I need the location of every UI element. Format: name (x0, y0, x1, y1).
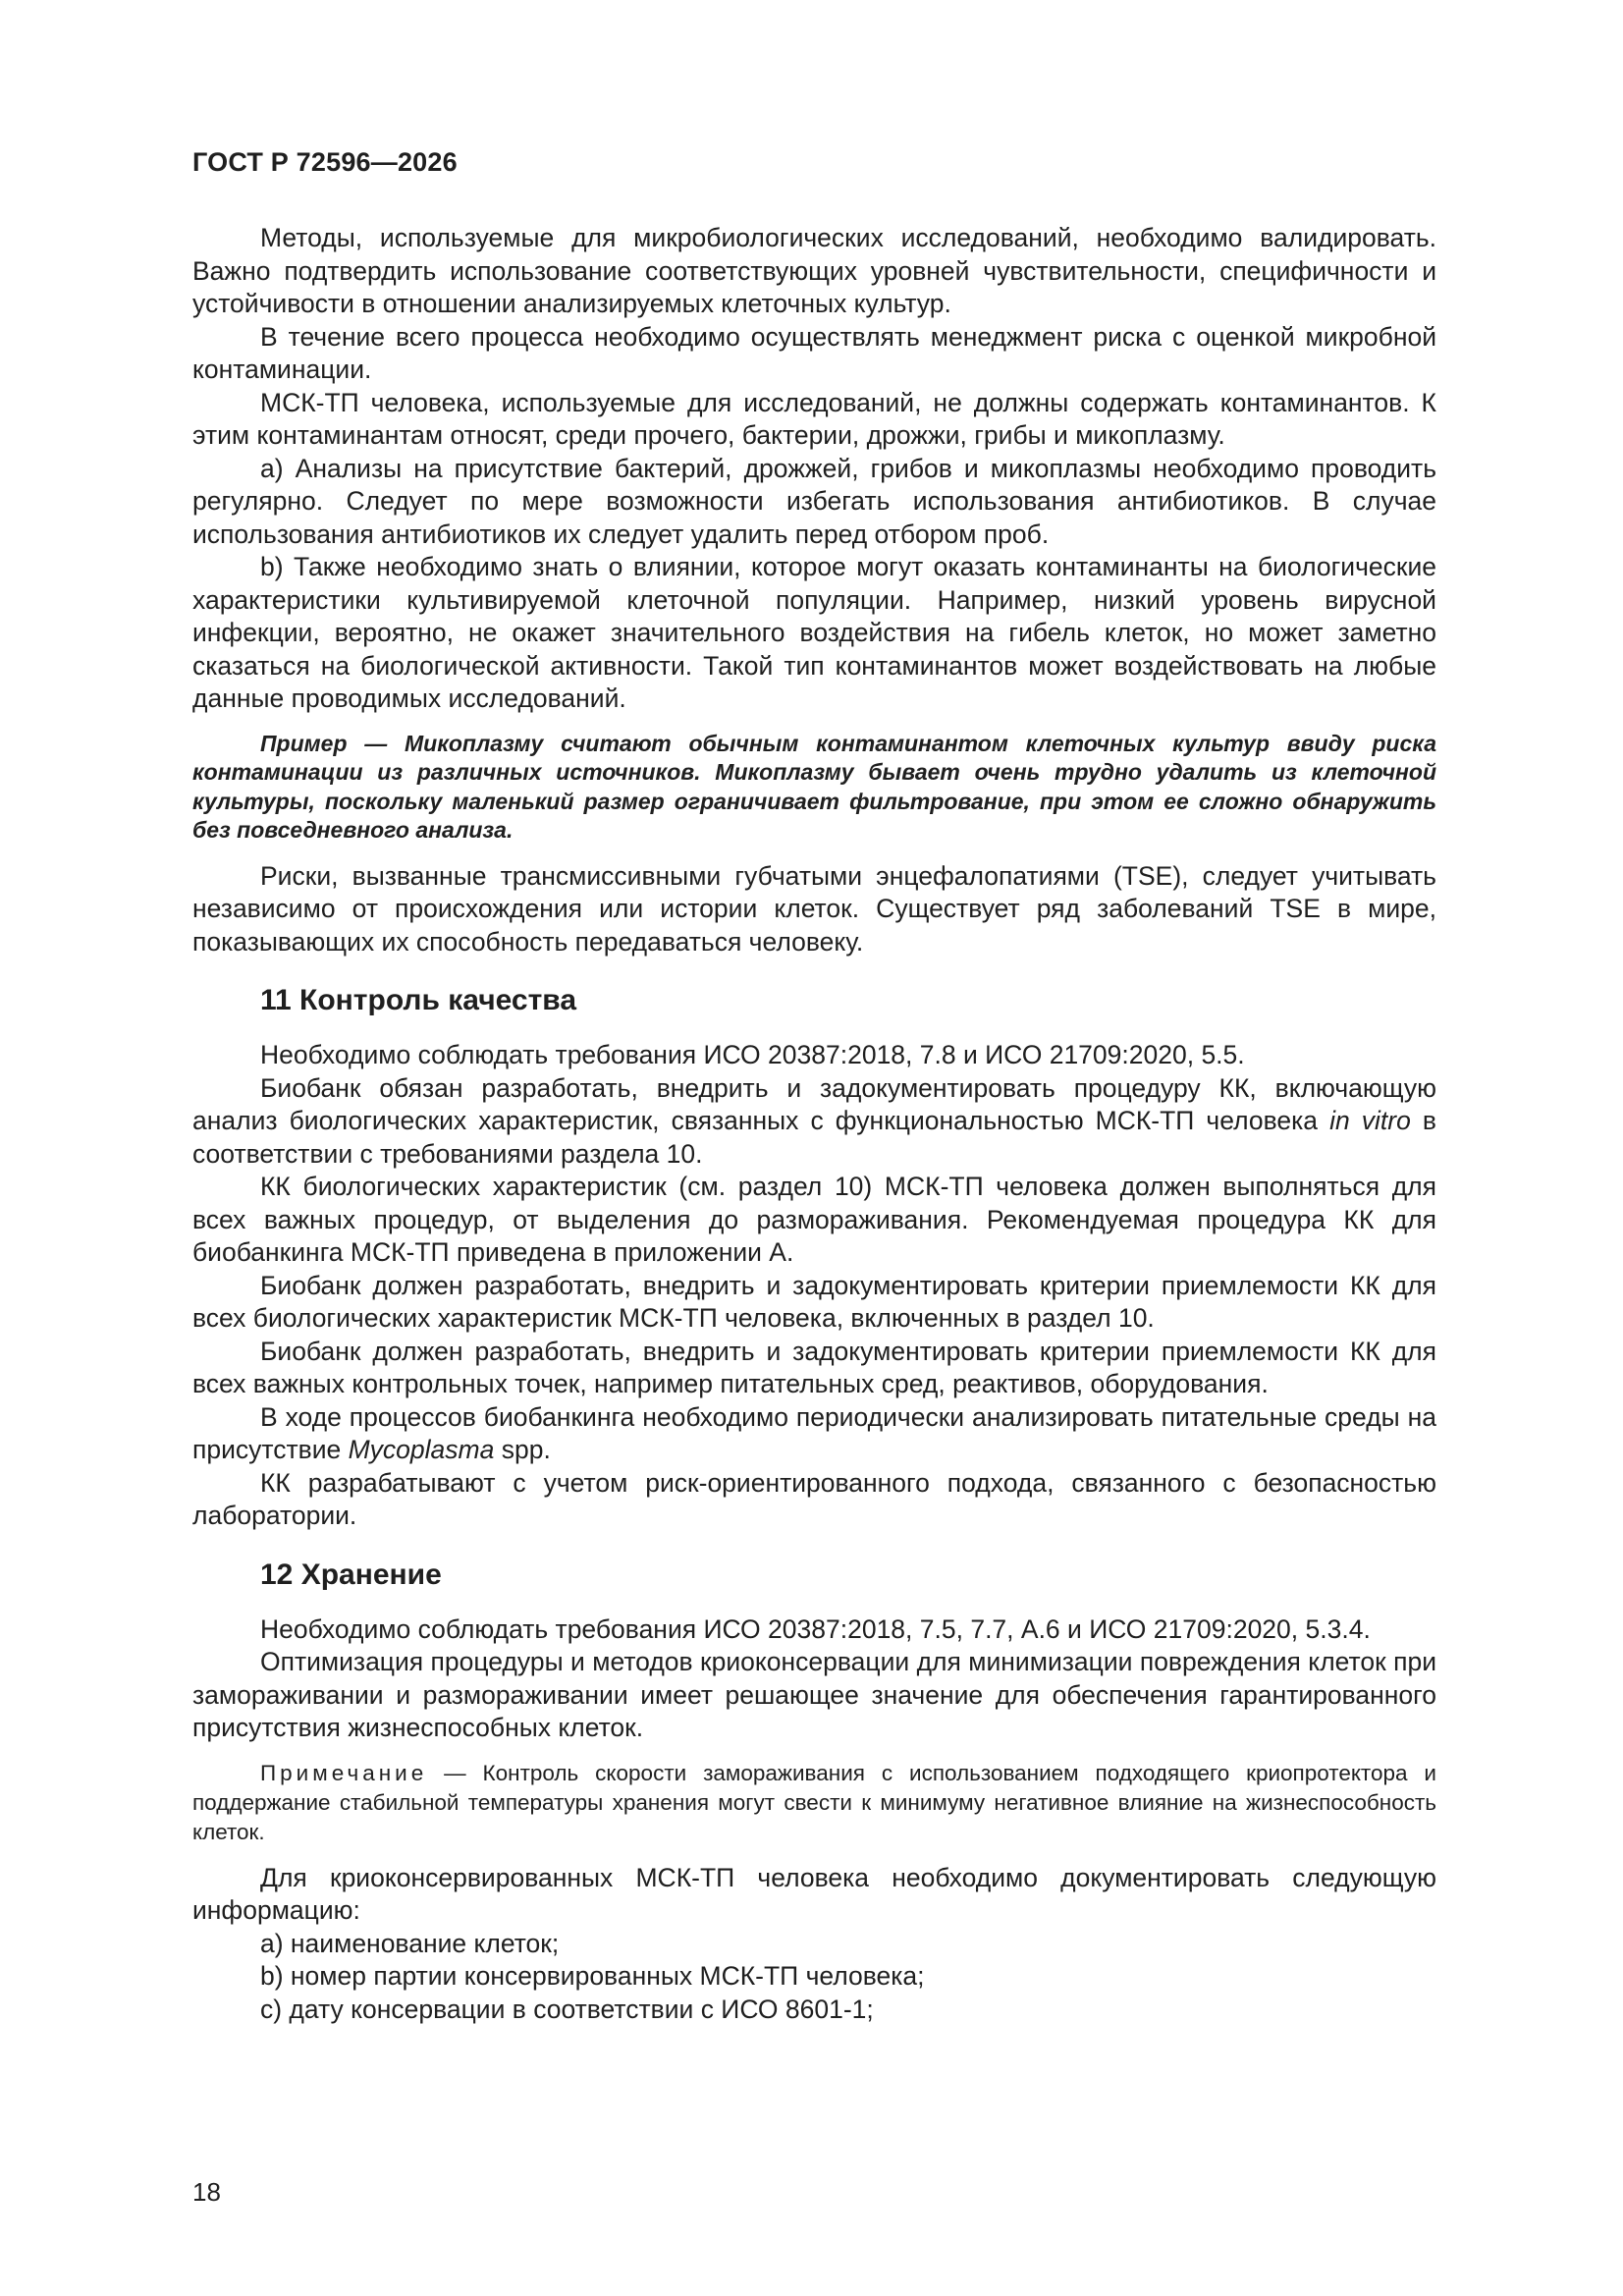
list-item: a) Анализы на присутствие бактерий, дрожжей, грибов и микоплазмы необходимо проводить регулярно. Следует по мере возможности избегать использования антибиотиков. В случае использования антибиотиков их следует удалить перед отбором проб. (192, 453, 1436, 549)
list-item: b) Также необходимо знать о влиянии, которое могут оказать контаминанты на биологические характеристики культивируемой клеточной популяции. Например, низкий уровень вирусной инфекции, вероятно, не окажет значительного воздействия на гибель клеток, но может заметно сказаться на биологической активности. Такой тип контаминантов может воздействовать на любые данные проводимых исследований. (192, 552, 1436, 713)
paragraph: Необходимо соблюдать требования ИСО 20387:2018, 7.8 и ИСО 21709:2020, 5.5. (260, 1040, 1245, 1069)
text-run: В ходе процессов биобанкинга необходимо периодически анализировать питательные среды на присутствие (192, 1401, 1436, 1464)
paragraph: МСК-ТП человека, используемые для исследований, не должны содержать контаминантов. К этим контаминантам относят, среди прочего, бактерии, дрожжи, грибы и микоплазму. (192, 387, 1436, 450)
italic-term: in vitro (1329, 1106, 1411, 1135)
document-body (192, 222, 1436, 2026)
italic-term: Mycoplasma (348, 1435, 495, 1464)
paragraph: Методы, используемые для микробиологических исследований, необходимо валидировать. Важно подтвердить использование соответствующих уровней чувствительности, специфичности и устойчивости в отношении анализируемых клеточных культур. (192, 223, 1436, 318)
page-number: 18 (192, 2177, 221, 2207)
paragraph: Оптимизация процедуры и методов криоконсервации для минимизации повреждения клеток при замораживании и размораживании имеет решающее значение для обеспечения гарантированного присутствия жизнеспособных клеток. (192, 1647, 1436, 1742)
text-run: spp. (494, 1435, 551, 1464)
section-heading-12: 12 Хранение (260, 1558, 442, 1591)
paragraph (192, 1072, 1436, 1172)
paragraph: КК биологических характеристик (см. раздел 10) МСК-ТП человека должен выполняться для всех важных процедур, от выделения до размораживания. Рекомендуемая процедура КК для биобанкинга МСК-ТП приведена в приложении А. (192, 1172, 1436, 1267)
note-text: — Контроль скорости замораживания с использованием подходящего криопротектора и поддержание стабильной температуры хранения могут свести к минимуму негативное влияние на жизнеспособность клеток. (192, 1760, 1436, 1844)
paragraph (192, 1401, 1436, 1467)
paragraph: Необходимо соблюдать требования ИСО 20387:2018, 7.5, 7.7, А.6 и ИСО 21709:2020, 5.3.4. (260, 1613, 1371, 1644)
list-item: b) номер партии консервированных МСК-ТП человека; (260, 1961, 925, 1991)
text-run: в соответствии с требованиями раздела 10. (192, 1106, 1437, 1169)
paragraph: Риски, вызванные трансмиссивными губчатыми энцефалопатиями (TSE), следует учитывать независимо от происхождения или истории клеток. Существует ряд заболеваний TSE в мире, показывающих их способность передаваться человеку. (192, 860, 1436, 957)
list-item: c) дату консервации в соответствии с ИСО 8601-1; (260, 1994, 874, 2024)
document-code: ГОСТ Р 72596—2026 (192, 147, 458, 177)
paragraph: КК разрабатывают с учетом риск-ориентированного подхода, связанного с безопасностью лаборатории. (192, 1467, 1436, 1530)
example-note: Пример — Микоплазму считают обычным контаминантом клеточных культур ввиду риска контаминации из различных источников. Микоплазму бывает очень трудно удалить из клеточной культуры, поскольку маленький размер ограничивает фильтрование, при этом ее сложно обнаружить без повседневного анализа. (192, 730, 1436, 843)
text-run: Биобанк обязан разработать, внедрить и задокументировать процедуру КК, включающую анализ биологических характеристик, связанных с функциональностью МСК-ТП человека (192, 1072, 1436, 1135)
note-label: Примечание (260, 1760, 428, 1785)
paragraph: Биобанк должен разработать, внедрить и задокументировать критерии приемлемости КК для всех важных контрольных точек, например питательных сред, реактивов, оборудования. (192, 1336, 1436, 1398)
paragraph: Биобанк должен разработать, внедрить и задокументировать критерии приемлемости КК для всех биологических характеристик МСК-ТП человека, включенных в раздел 10. (192, 1270, 1436, 1333)
note (192, 1759, 1436, 1847)
section-heading-11: 11 Контроль качества (260, 984, 577, 1016)
paragraph: В течение всего процесса необходимо осуществлять менеджмент риска с оценкой микробной контаминации. (192, 321, 1436, 384)
paragraph: Для криоконсервированных МСК-ТП человека необходимо документировать следующую информацию: (192, 1862, 1436, 1925)
list-item: a) наименование клеток; (260, 1928, 560, 1958)
